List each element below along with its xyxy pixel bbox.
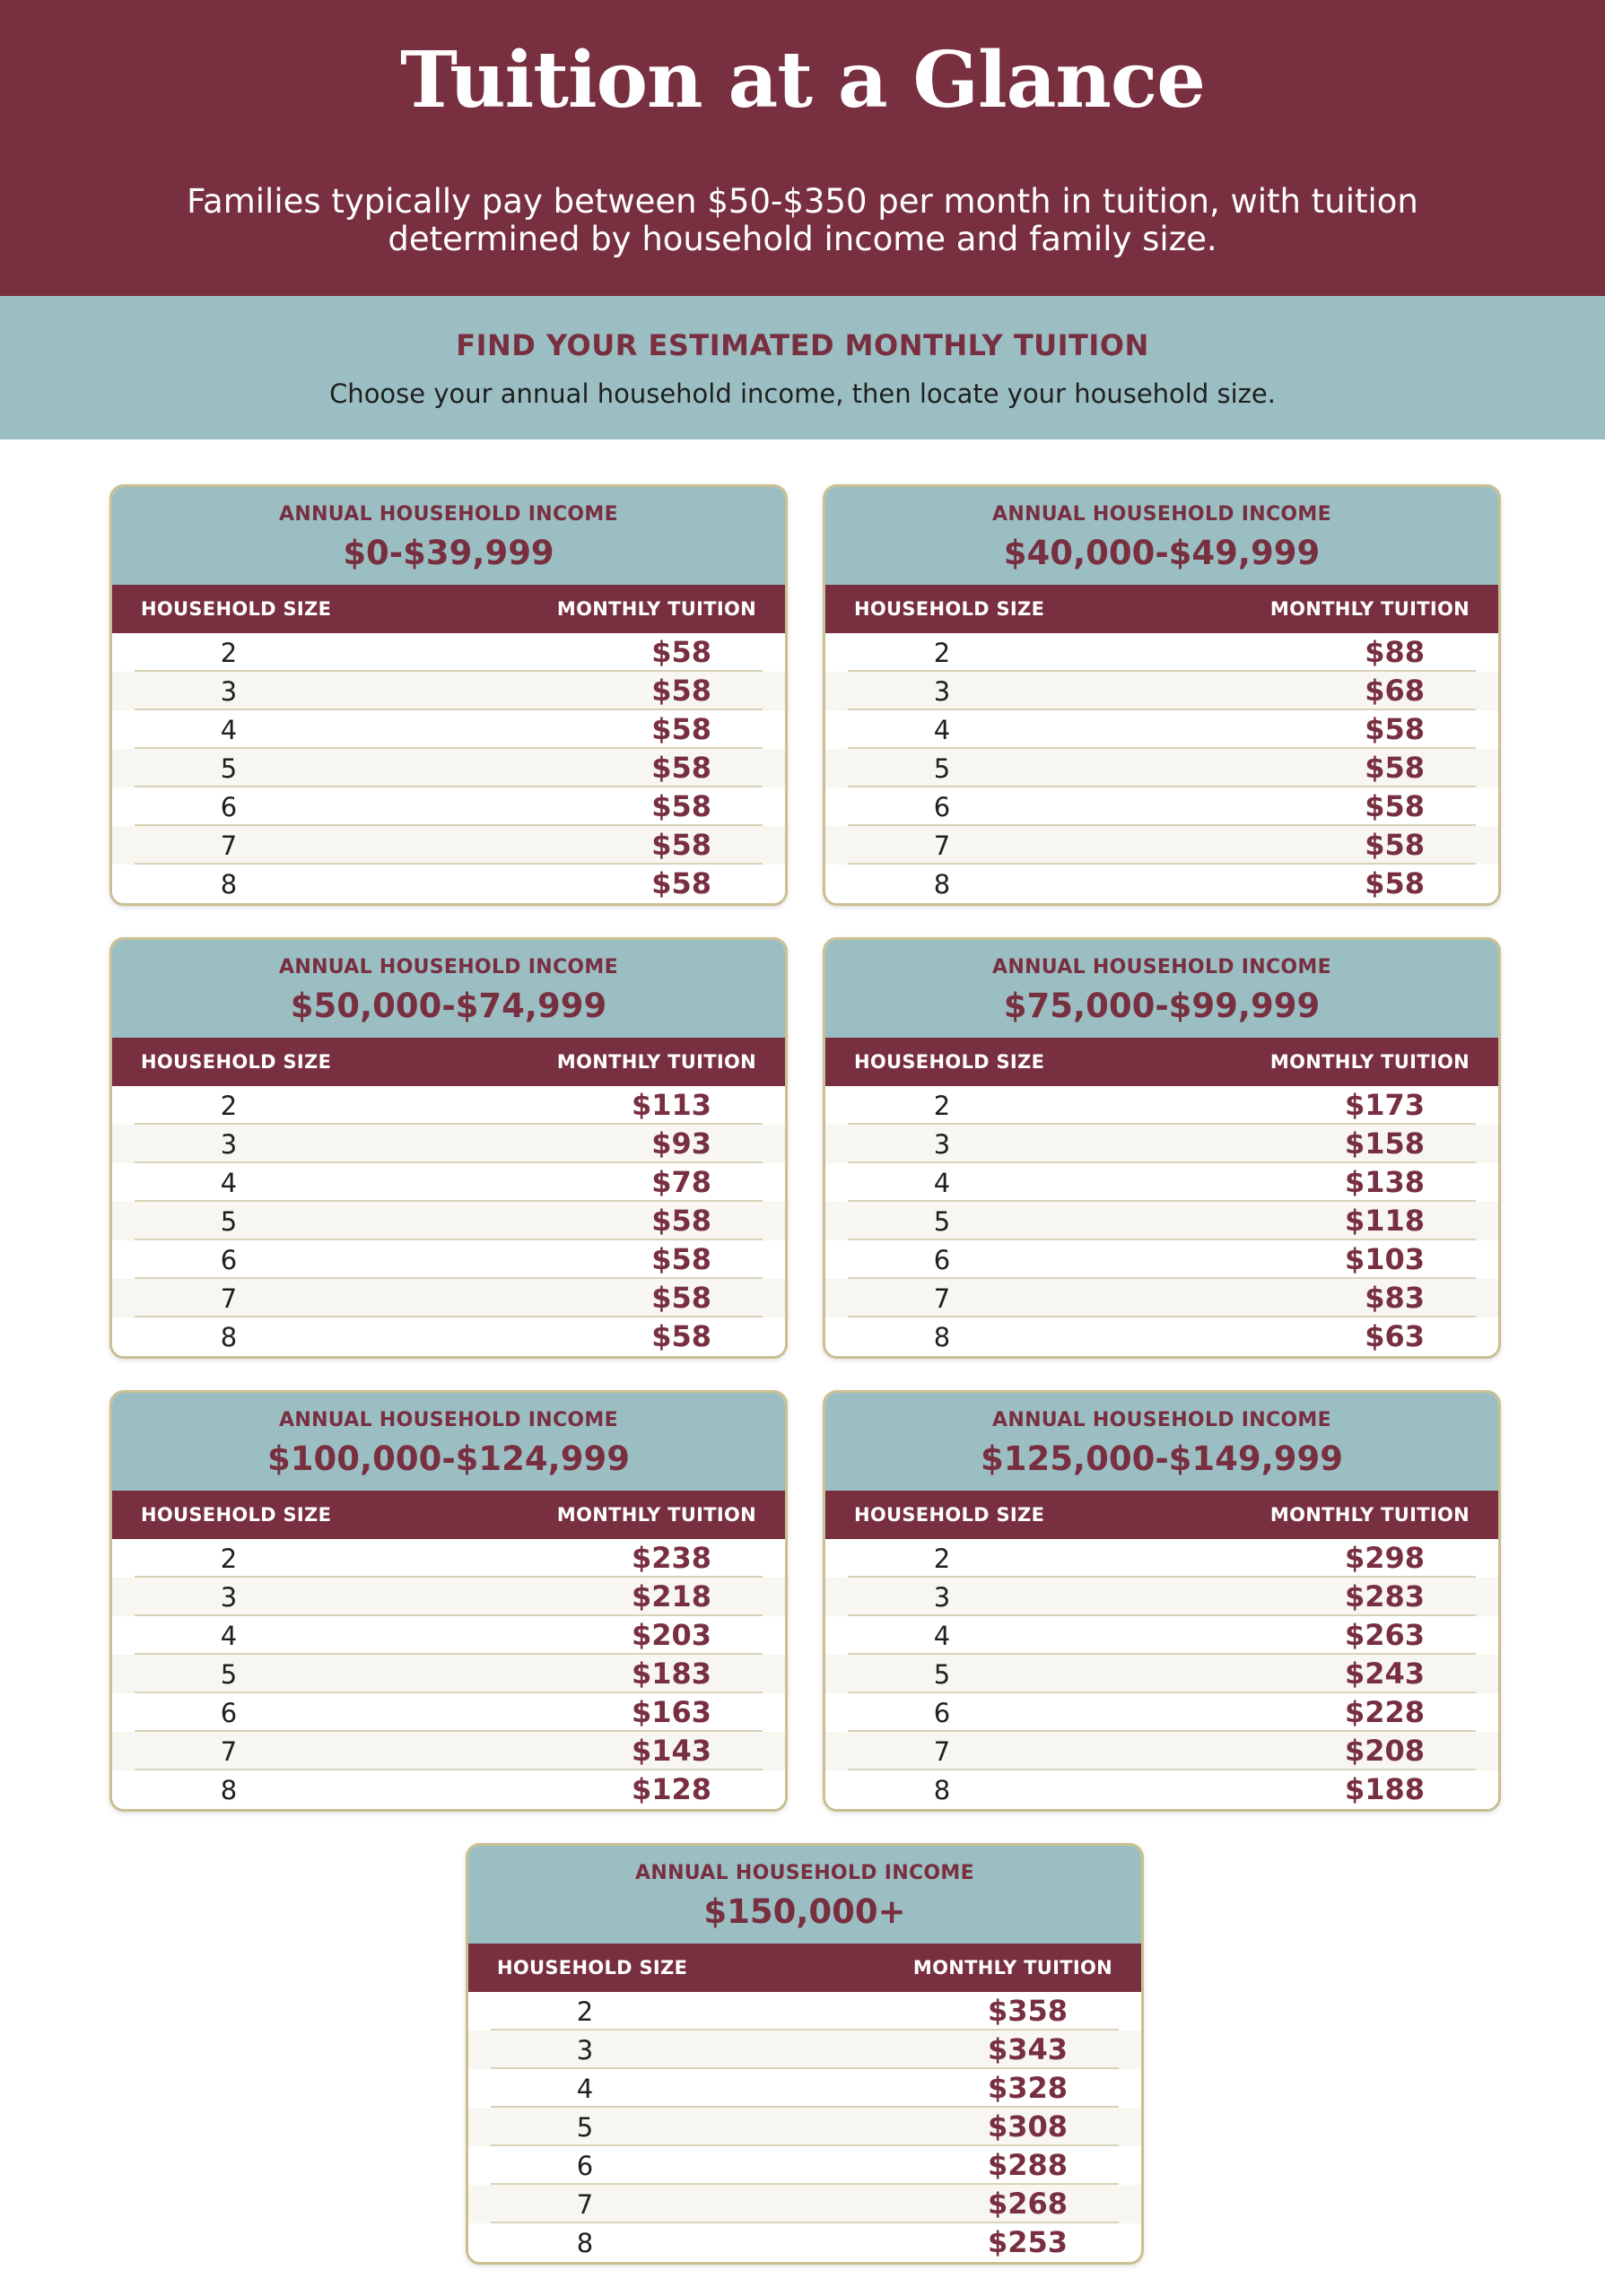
household-size-value: 6 bbox=[576, 2151, 594, 2181]
monthly-tuition-value: $68 bbox=[1365, 674, 1425, 708]
table-row bbox=[112, 1732, 785, 1770]
table-row bbox=[112, 710, 785, 749]
household-size-header: HOUSEHOLD SIZE bbox=[854, 598, 1045, 620]
monthly-tuition-value: $173 bbox=[1344, 1088, 1425, 1122]
table-row bbox=[825, 672, 1498, 710]
table-row bbox=[825, 710, 1498, 749]
income-range: $75,000-$99,999 bbox=[1003, 987, 1321, 1025]
monthly-tuition-header: MONTHLY TUITION bbox=[556, 598, 756, 620]
table-row bbox=[825, 1732, 1498, 1770]
tuition-table-card bbox=[109, 1390, 788, 1812]
income-range: $125,000-$149,999 bbox=[981, 1439, 1343, 1478]
table-row bbox=[112, 1693, 785, 1732]
income-label: ANNUAL HOUSEHOLD INCOME bbox=[279, 956, 618, 978]
table-row bbox=[112, 1279, 785, 1318]
monthly-tuition-header: MONTHLY TUITION bbox=[1269, 598, 1470, 620]
income-header bbox=[112, 487, 785, 585]
table-row bbox=[112, 1086, 785, 1125]
table-row bbox=[825, 1578, 1498, 1616]
income-label: ANNUAL HOUSEHOLD INCOME bbox=[992, 956, 1331, 978]
income-label: ANNUAL HOUSEHOLD INCOME bbox=[992, 1409, 1331, 1431]
household-size-value: 5 bbox=[933, 1206, 951, 1237]
monthly-tuition-value: $218 bbox=[631, 1579, 711, 1613]
page-subtitle: Families typically pay between $50-$350 per month in tuition, with tuition determined by household income and family size. bbox=[187, 182, 1418, 258]
household-size-value: 4 bbox=[933, 1621, 951, 1651]
column-header-row bbox=[825, 585, 1498, 633]
monthly-tuition-value: $263 bbox=[1344, 1618, 1425, 1652]
monthly-tuition-value: $83 bbox=[1365, 1281, 1425, 1315]
table-body bbox=[112, 1539, 785, 1809]
monthly-tuition-value: $243 bbox=[1344, 1657, 1425, 1691]
table-row bbox=[468, 1992, 1141, 2031]
monthly-tuition-value: $268 bbox=[987, 2187, 1068, 2221]
monthly-tuition-value: $58 bbox=[651, 1319, 711, 1353]
table-row bbox=[468, 2031, 1141, 2069]
table-row bbox=[825, 633, 1498, 672]
table-row bbox=[825, 1240, 1498, 1279]
instruction-banner bbox=[0, 296, 1605, 439]
household-size-value: 2 bbox=[576, 1996, 594, 2027]
household-size-value: 8 bbox=[933, 1322, 951, 1352]
table-row bbox=[468, 2069, 1141, 2108]
monthly-tuition-value: $58 bbox=[1365, 751, 1425, 785]
table-row bbox=[112, 1655, 785, 1693]
banner-instruction: Choose your annual household income, then locate your household size. bbox=[329, 378, 1276, 409]
table-row bbox=[825, 1616, 1498, 1655]
household-size-value: 3 bbox=[220, 676, 238, 707]
table-row bbox=[112, 865, 785, 903]
household-size-value: 7 bbox=[933, 1283, 951, 1314]
household-size-header: HOUSEHOLD SIZE bbox=[141, 1504, 332, 1526]
monthly-tuition-value: $128 bbox=[631, 1772, 711, 1806]
household-size-value: 8 bbox=[933, 1775, 951, 1805]
income-header bbox=[825, 487, 1498, 585]
household-size-value: 8 bbox=[576, 2228, 594, 2258]
table-row bbox=[825, 1693, 1498, 1732]
tuition-table-card bbox=[823, 484, 1501, 906]
monthly-tuition-value: $283 bbox=[1344, 1579, 1425, 1613]
household-size-value: 4 bbox=[933, 715, 951, 745]
household-size-header: HOUSEHOLD SIZE bbox=[497, 1957, 688, 1979]
tuition-table-card bbox=[466, 1843, 1144, 2265]
monthly-tuition-value: $58 bbox=[651, 1281, 711, 1315]
monthly-tuition-value: $58 bbox=[651, 674, 711, 708]
household-size-value: 8 bbox=[220, 869, 238, 900]
monthly-tuition-value: $63 bbox=[1365, 1319, 1425, 1353]
household-size-value: 4 bbox=[576, 2074, 594, 2104]
monthly-tuition-value: $343 bbox=[987, 2032, 1068, 2066]
table-body bbox=[468, 1992, 1141, 2262]
household-size-value: 5 bbox=[220, 1206, 238, 1237]
table-row bbox=[825, 1318, 1498, 1356]
table-body bbox=[825, 1086, 1498, 1356]
page-title: Tuition at a Glance bbox=[399, 35, 1206, 126]
table-body bbox=[825, 1539, 1498, 1809]
household-size-value: 3 bbox=[933, 676, 951, 707]
monthly-tuition-value: $58 bbox=[651, 789, 711, 823]
monthly-tuition-value: $238 bbox=[631, 1541, 711, 1575]
household-size-value: 7 bbox=[576, 2189, 594, 2220]
household-size-value: 7 bbox=[220, 831, 238, 861]
household-size-value: 6 bbox=[220, 792, 238, 822]
household-size-value: 6 bbox=[220, 1698, 238, 1728]
monthly-tuition-header: MONTHLY TUITION bbox=[1269, 1051, 1470, 1073]
monthly-tuition-value: $208 bbox=[1344, 1734, 1425, 1768]
monthly-tuition-value: $188 bbox=[1344, 1772, 1425, 1806]
table-row bbox=[468, 2146, 1141, 2185]
monthly-tuition-header: MONTHLY TUITION bbox=[556, 1051, 756, 1073]
income-label: ANNUAL HOUSEHOLD INCOME bbox=[279, 503, 618, 526]
table-row bbox=[825, 1125, 1498, 1163]
income-header bbox=[468, 1846, 1141, 1944]
monthly-tuition-value: $228 bbox=[1344, 1695, 1425, 1729]
household-size-value: 3 bbox=[220, 1129, 238, 1160]
table-row bbox=[112, 826, 785, 865]
table-row bbox=[112, 1578, 785, 1616]
table-row bbox=[112, 1202, 785, 1240]
household-size-value: 8 bbox=[933, 869, 951, 900]
monthly-tuition-header: MONTHLY TUITION bbox=[556, 1504, 756, 1526]
monthly-tuition-value: $58 bbox=[651, 1204, 711, 1238]
table-body bbox=[825, 633, 1498, 903]
household-size-header: HOUSEHOLD SIZE bbox=[141, 598, 332, 620]
table-row bbox=[112, 672, 785, 710]
table-row bbox=[825, 1279, 1498, 1318]
table-row bbox=[112, 633, 785, 672]
monthly-tuition-value: $203 bbox=[631, 1618, 711, 1652]
monthly-tuition-value: $93 bbox=[651, 1126, 711, 1161]
household-size-value: 5 bbox=[220, 1659, 238, 1690]
table-row bbox=[825, 1086, 1498, 1125]
monthly-tuition-value: $58 bbox=[651, 751, 711, 785]
monthly-tuition-value: $58 bbox=[1365, 866, 1425, 900]
table-row bbox=[825, 749, 1498, 787]
household-size-value: 7 bbox=[220, 1283, 238, 1314]
income-label: ANNUAL HOUSEHOLD INCOME bbox=[992, 503, 1331, 526]
column-header-row bbox=[112, 1491, 785, 1539]
monthly-tuition-value: $78 bbox=[651, 1165, 711, 1199]
household-size-value: 2 bbox=[220, 1544, 238, 1574]
monthly-tuition-value: $58 bbox=[651, 828, 711, 862]
column-header-row bbox=[112, 1038, 785, 1086]
household-size-value: 4 bbox=[220, 1168, 238, 1198]
household-size-value: 3 bbox=[576, 2035, 594, 2066]
household-size-header: HOUSEHOLD SIZE bbox=[141, 1051, 332, 1073]
tuition-table-card bbox=[109, 484, 788, 906]
monthly-tuition-value: $58 bbox=[651, 866, 711, 900]
monthly-tuition-value: $358 bbox=[987, 1994, 1068, 2028]
monthly-tuition-value: $103 bbox=[1344, 1242, 1425, 1276]
monthly-tuition-value: $58 bbox=[1365, 828, 1425, 862]
table-row bbox=[825, 1202, 1498, 1240]
table-row bbox=[112, 1240, 785, 1279]
table-row bbox=[112, 1770, 785, 1809]
income-header bbox=[825, 1393, 1498, 1491]
monthly-tuition-value: $183 bbox=[631, 1657, 711, 1691]
household-size-value: 6 bbox=[933, 1698, 951, 1728]
table-row bbox=[825, 865, 1498, 903]
income-range: $100,000-$124,999 bbox=[267, 1439, 630, 1478]
monthly-tuition-header: MONTHLY TUITION bbox=[912, 1957, 1112, 1979]
household-size-value: 2 bbox=[220, 638, 238, 668]
household-size-value: 3 bbox=[220, 1582, 238, 1613]
household-size-value: 3 bbox=[933, 1129, 951, 1160]
column-header-row bbox=[112, 585, 785, 633]
household-size-value: 4 bbox=[220, 1621, 238, 1651]
household-size-value: 6 bbox=[220, 1245, 238, 1275]
income-range: $0-$39,999 bbox=[343, 534, 554, 572]
monthly-tuition-value: $138 bbox=[1344, 1165, 1425, 1199]
household-size-value: 6 bbox=[933, 792, 951, 822]
monthly-tuition-value: $308 bbox=[987, 2109, 1068, 2144]
household-size-header: HOUSEHOLD SIZE bbox=[854, 1504, 1045, 1526]
income-range: $40,000-$49,999 bbox=[1003, 534, 1321, 572]
household-size-value: 3 bbox=[933, 1582, 951, 1613]
monthly-tuition-value: $298 bbox=[1344, 1541, 1425, 1575]
table-row bbox=[112, 1318, 785, 1356]
monthly-tuition-value: $58 bbox=[651, 635, 711, 669]
table-row bbox=[112, 787, 785, 826]
monthly-tuition-value: $328 bbox=[987, 2071, 1068, 2105]
household-size-value: 8 bbox=[220, 1775, 238, 1805]
household-size-value: 5 bbox=[933, 753, 951, 784]
income-range: $150,000+ bbox=[703, 1892, 906, 1931]
table-row bbox=[468, 2223, 1141, 2262]
household-size-value: 6 bbox=[933, 1245, 951, 1275]
household-size-value: 2 bbox=[933, 1544, 951, 1574]
income-header bbox=[112, 1393, 785, 1491]
tuition-table-card bbox=[109, 937, 788, 1359]
tuition-table-card bbox=[823, 1390, 1501, 1812]
monthly-tuition-header: MONTHLY TUITION bbox=[1269, 1504, 1470, 1526]
table-row bbox=[468, 2108, 1141, 2146]
monthly-tuition-value: $143 bbox=[631, 1734, 711, 1768]
monthly-tuition-value: $88 bbox=[1365, 635, 1425, 669]
household-size-value: 2 bbox=[933, 638, 951, 668]
household-size-value: 8 bbox=[220, 1322, 238, 1352]
monthly-tuition-value: $118 bbox=[1344, 1204, 1425, 1238]
table-row bbox=[112, 1163, 785, 1202]
income-header bbox=[825, 940, 1498, 1038]
income-range: $50,000-$74,999 bbox=[290, 987, 607, 1025]
income-label: ANNUAL HOUSEHOLD INCOME bbox=[635, 1862, 974, 1884]
household-size-value: 7 bbox=[220, 1736, 238, 1767]
household-size-value: 5 bbox=[220, 753, 238, 784]
monthly-tuition-value: $58 bbox=[1365, 789, 1425, 823]
household-size-header: HOUSEHOLD SIZE bbox=[854, 1051, 1045, 1073]
income-label: ANNUAL HOUSEHOLD INCOME bbox=[279, 1409, 618, 1431]
household-size-value: 7 bbox=[933, 1736, 951, 1767]
household-size-value: 2 bbox=[220, 1091, 238, 1121]
monthly-tuition-value: $158 bbox=[1344, 1126, 1425, 1161]
table-row bbox=[825, 1770, 1498, 1809]
household-size-value: 5 bbox=[576, 2112, 594, 2143]
table-row bbox=[825, 787, 1498, 826]
household-size-value: 2 bbox=[933, 1091, 951, 1121]
table-row bbox=[112, 1616, 785, 1655]
monthly-tuition-value: $163 bbox=[631, 1695, 711, 1729]
monthly-tuition-value: $288 bbox=[987, 2148, 1068, 2182]
table-row bbox=[112, 749, 785, 787]
monthly-tuition-value: $58 bbox=[1365, 712, 1425, 746]
table-row bbox=[825, 1539, 1498, 1578]
household-size-value: 4 bbox=[933, 1168, 951, 1198]
tuition-table-card bbox=[823, 937, 1501, 1359]
table-row bbox=[825, 826, 1498, 865]
column-header-row bbox=[468, 1944, 1141, 1992]
page-header bbox=[0, 0, 1605, 296]
column-header-row bbox=[825, 1038, 1498, 1086]
table-row bbox=[112, 1125, 785, 1163]
table-row bbox=[468, 2185, 1141, 2223]
household-size-value: 7 bbox=[933, 831, 951, 861]
income-header bbox=[112, 940, 785, 1038]
table-row bbox=[825, 1655, 1498, 1693]
monthly-tuition-value: $58 bbox=[651, 1242, 711, 1276]
monthly-tuition-value: $113 bbox=[631, 1088, 711, 1122]
table-body bbox=[112, 1086, 785, 1356]
monthly-tuition-value: $58 bbox=[651, 712, 711, 746]
household-size-value: 5 bbox=[933, 1659, 951, 1690]
column-header-row bbox=[825, 1491, 1498, 1539]
monthly-tuition-value: $253 bbox=[987, 2225, 1068, 2259]
table-row bbox=[112, 1539, 785, 1578]
table-body bbox=[112, 633, 785, 903]
household-size-value: 4 bbox=[220, 715, 238, 745]
table-row bbox=[825, 1163, 1498, 1202]
banner-heading: FIND YOUR ESTIMATED MONTHLY TUITION bbox=[456, 328, 1149, 362]
